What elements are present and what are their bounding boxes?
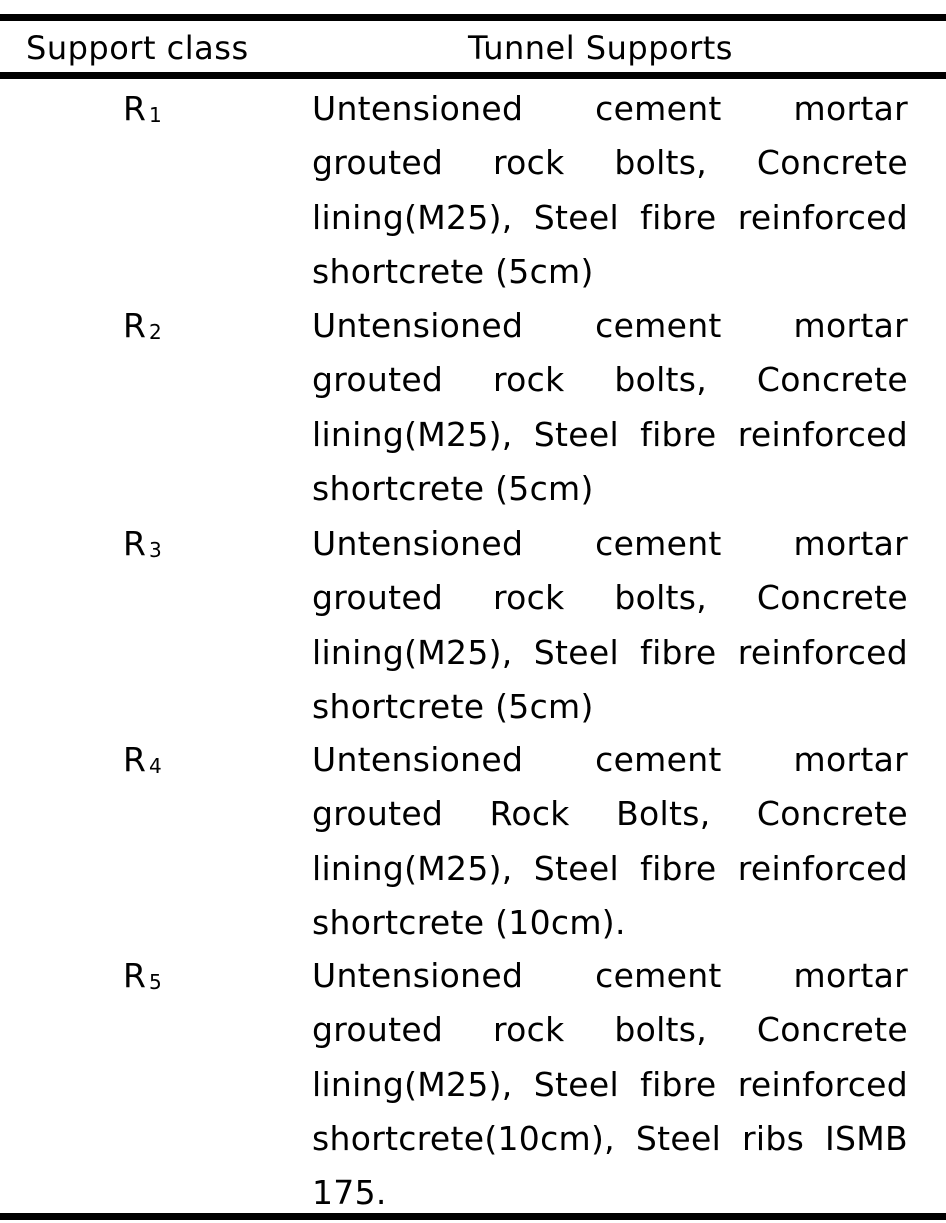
support-class-cell bbox=[123, 733, 162, 793]
tunnel-supports-cell: Untensioned cement mortar grouted rock bolts, Concrete lining(M25), Steel fibre reinforced shortcrete (5cm) bbox=[312, 306, 908, 508]
class-letter: R bbox=[123, 89, 146, 128]
tunnel-supports-cell: Untensioned cement mortar grouted rock bolts, Concrete lining(M25), Steel fibre reinforced shortcrete (5cm) bbox=[312, 89, 908, 291]
tunnel-supports-cell: Untensioned cement mortar grouted rock bolts, Concrete lining(M25), Steel fibre reinforced shortcrete (5cm) bbox=[312, 524, 908, 726]
class-subscript: 5 bbox=[148, 970, 162, 994]
class-subscript: 4 bbox=[148, 754, 162, 778]
tunnel-supports-cell: Untensioned cement mortar grouted Rock Bolts, Concrete lining(M25), Steel fibre reinforced shortcrete (10cm). bbox=[312, 740, 908, 942]
class-letter: R bbox=[123, 956, 146, 995]
class-subscript: 2 bbox=[148, 320, 162, 344]
tunnel-supports-cell: Untensioned cement mortar grouted rock bolts, Concrete lining(M25), Steel fibre reinforced shortcrete(10cm), Steel ribs ISMB 175. bbox=[312, 956, 908, 1213]
class-letter: R bbox=[123, 306, 146, 345]
table-header-rule bbox=[0, 72, 946, 79]
support-class-cell bbox=[123, 82, 162, 142]
table-bottom-rule bbox=[0, 1213, 946, 1220]
class-subscript: 3 bbox=[148, 538, 162, 562]
table-top-rule bbox=[0, 14, 946, 21]
support-class-cell bbox=[123, 949, 162, 1009]
class-letter: R bbox=[123, 740, 146, 779]
class-subscript: 1 bbox=[148, 103, 162, 127]
header-support-class: Support class bbox=[26, 29, 249, 67]
header-tunnel-supports: Tunnel Supports bbox=[468, 29, 733, 67]
support-class-cell bbox=[123, 517, 162, 577]
support-class-cell bbox=[123, 299, 162, 359]
class-letter: R bbox=[123, 524, 146, 563]
